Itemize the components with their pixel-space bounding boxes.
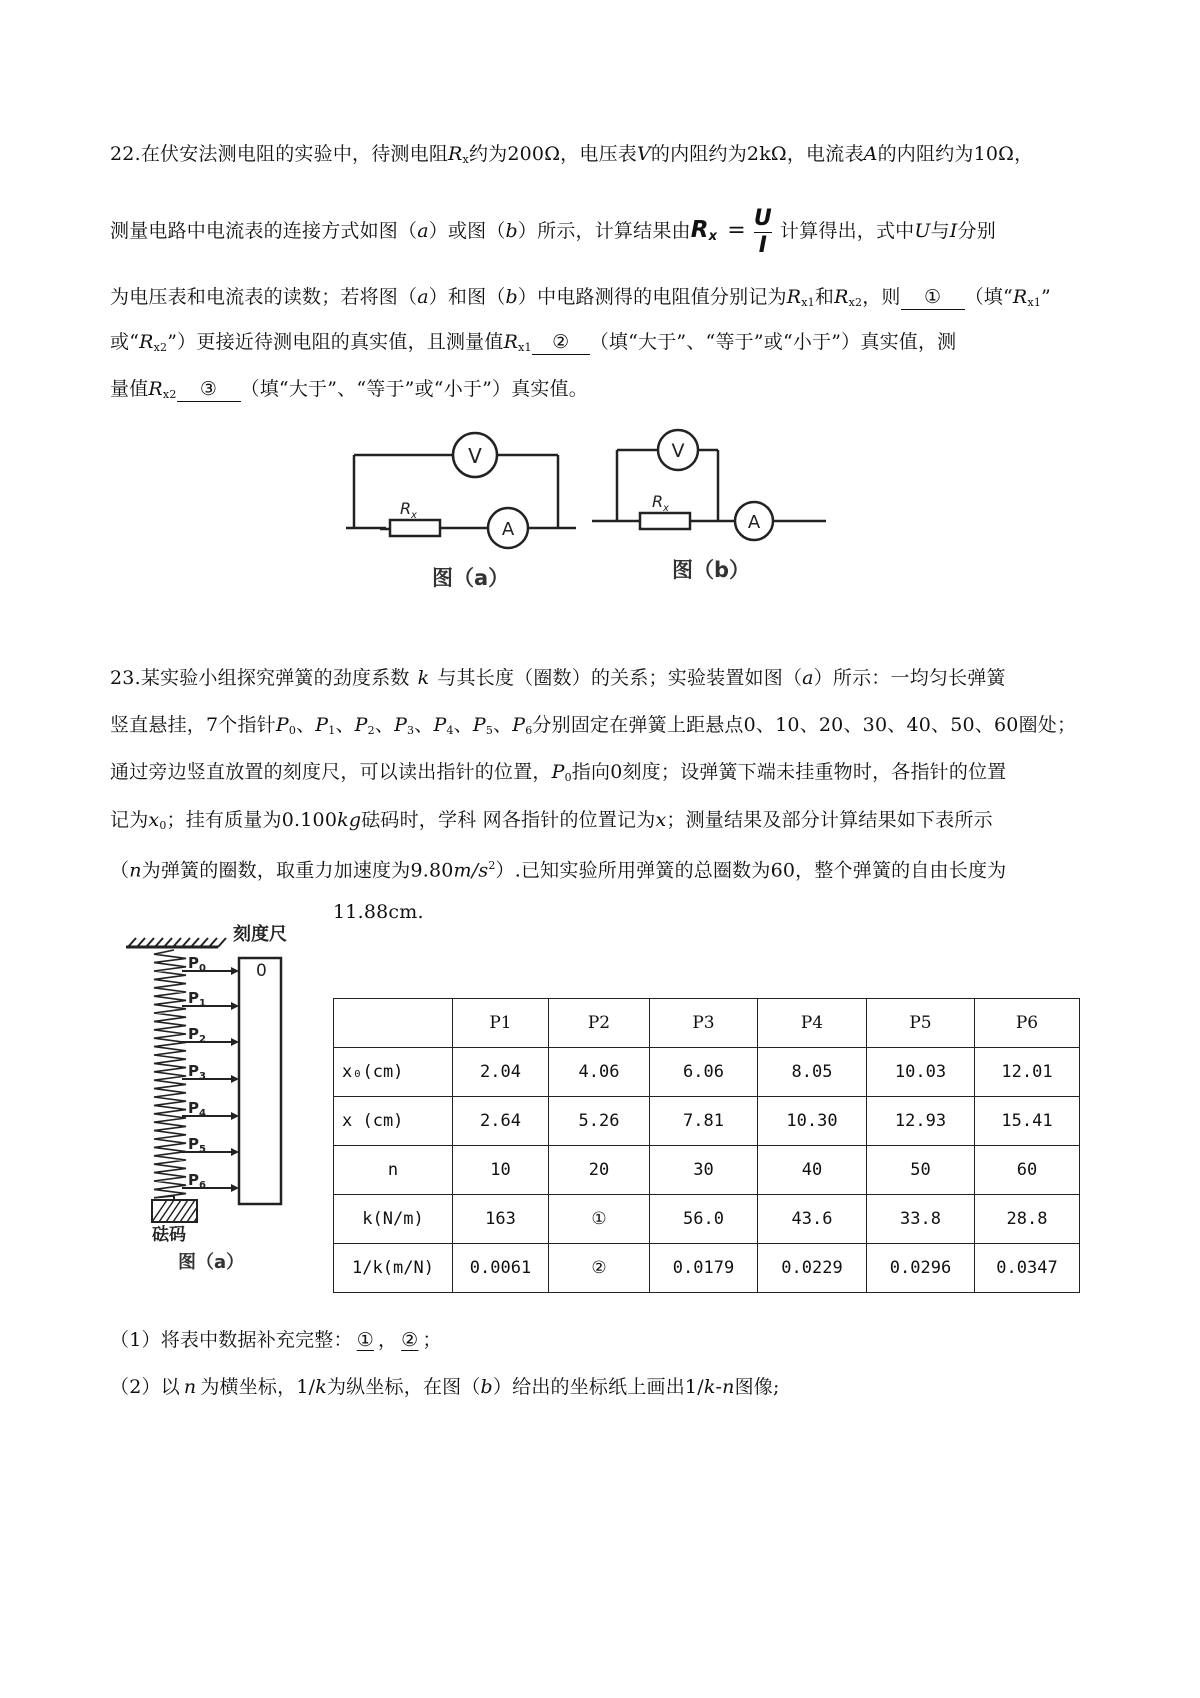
table-cell: ②	[549, 1244, 650, 1293]
q22-text: 和	[814, 286, 835, 308]
q23-text: ）所示：一均匀长弹簧	[813, 667, 1006, 689]
rx-symbol: R	[448, 143, 463, 165]
data-table	[333, 998, 1080, 1293]
pointer-label: P	[188, 1062, 199, 1080]
table-row	[334, 1195, 1080, 1244]
n-symbol: n	[722, 1376, 735, 1398]
table-cell: 6.06	[650, 1048, 758, 1097]
q22-line-1	[110, 140, 1100, 174]
table-cell: 30	[650, 1146, 758, 1195]
q23-text: ；挂有质量为0.100	[166, 809, 338, 831]
q23-sub-2	[110, 1373, 1100, 1401]
voltmeter-symbol: V	[636, 143, 651, 165]
pointer-subscript: 1	[199, 998, 206, 1009]
q22-text: （填“大于”、“等于”或“小于”）真实值，测	[589, 331, 957, 353]
table-cell: 0.0229	[758, 1244, 867, 1293]
spring-apparatus-figure	[118, 916, 308, 1246]
resistor-a-subscript: x	[411, 510, 417, 521]
k-symbol: k	[417, 667, 430, 689]
q23-text: 砝码时，学科 网各指针的位置记为	[361, 809, 656, 831]
q22-text: 的内阻约为2kΩ，电流表	[650, 143, 864, 165]
q23-text: 为横坐标，1/	[200, 1376, 316, 1398]
rx1-symbol: R	[503, 331, 519, 353]
table-cell: 33.8	[867, 1195, 975, 1244]
separator: ，	[377, 1329, 398, 1351]
separator: 、	[453, 714, 473, 736]
unit-superscript: 2	[488, 859, 496, 872]
row-label-cell: n	[334, 1146, 453, 1195]
q22-text: 或“	[110, 331, 140, 353]
pointer-label: P	[188, 1025, 199, 1043]
q23-text: 记为	[110, 809, 149, 831]
table-cell: 20	[549, 1146, 650, 1195]
pointer-symbol: P	[275, 714, 289, 736]
pointer-p2	[182, 1025, 239, 1046]
fig-a-ref: a	[802, 667, 814, 689]
table-cell: 7.81	[650, 1097, 758, 1146]
pointer-subscript: 4	[199, 1108, 206, 1119]
spring	[154, 950, 186, 1198]
unit-kg: kg	[337, 809, 362, 831]
table-cell: 50	[867, 1146, 975, 1195]
q23-line-4	[110, 806, 1100, 840]
x-symbol: x	[655, 809, 667, 831]
q23-text: 为弹簧的圈数，取重力加速度为9.80	[141, 859, 454, 882]
ammeter-a-label: A	[501, 519, 515, 540]
pointer-p4	[182, 1099, 239, 1120]
separator: ；	[422, 1329, 442, 1351]
resistor-b-label: R	[652, 492, 664, 511]
q23-text: （	[110, 859, 130, 882]
table-cell: 163	[453, 1195, 549, 1244]
k-symbol: k	[703, 1376, 716, 1398]
q23-text: ）给出的坐标纸上画出1/	[492, 1376, 704, 1398]
q22-text: （填“	[964, 286, 1013, 308]
table-cell: 0.0296	[867, 1244, 975, 1293]
rx-subscript: x	[462, 153, 469, 166]
q22-text: 计算得出，式中	[779, 220, 915, 242]
pointer-subscript: 6	[199, 1180, 206, 1191]
pointer-symbol: P	[315, 714, 329, 736]
pointer-symbol: P	[472, 714, 486, 736]
rx1-subscript: x1	[518, 341, 532, 354]
voltmeter-b-label: V	[671, 440, 685, 462]
pointer-subscript: 0	[288, 724, 297, 737]
pointer-p6	[182, 1171, 239, 1192]
formula-denominator: I	[754, 232, 772, 259]
row-label-cell: 1/k(m/N)	[334, 1244, 453, 1293]
pointer-symbol: P	[354, 714, 368, 736]
q23-line-3	[110, 758, 1100, 792]
rx2-subscript: x2	[848, 296, 863, 309]
q22-text: ）中电路测得的电阻值分别记为	[517, 286, 787, 308]
header-cell: P2	[549, 999, 650, 1048]
resistor-a	[390, 520, 440, 536]
q22-text: ）或图（	[428, 220, 506, 242]
q22-text: 与	[930, 220, 950, 242]
q22-line-4	[110, 328, 1100, 362]
table-row	[334, 1146, 1080, 1195]
table-cell: 4.06	[549, 1048, 650, 1097]
circuit-a	[346, 433, 576, 548]
pointer-symbol: P	[512, 714, 526, 736]
header-cell: P3	[650, 999, 758, 1048]
pointer-symbol: P	[394, 714, 408, 736]
table-row	[334, 1048, 1080, 1097]
k-symbol: k	[315, 1376, 327, 1398]
table-cell: 0.0347	[975, 1244, 1080, 1293]
pointer-label: P	[188, 1099, 199, 1117]
pointer-subscript: 5	[485, 724, 494, 737]
rx1-subscript: x1	[1027, 296, 1042, 309]
pointer-subscript: 0	[199, 963, 206, 974]
header-cell: P6	[975, 999, 1080, 1048]
q22-text: 量值	[110, 378, 149, 400]
table-header-row	[334, 999, 1080, 1048]
circuit-b	[592, 430, 826, 540]
resistor-b-subscript: x	[663, 503, 669, 514]
x-subscript: 0	[159, 819, 167, 832]
pointer-p5	[182, 1135, 239, 1156]
pointer-subscript: 1	[328, 724, 336, 737]
q22-line-2	[110, 202, 1100, 265]
pointer-p3	[182, 1062, 239, 1083]
pointer-subscript: 6	[525, 724, 533, 737]
n-symbol: n	[183, 1376, 197, 1398]
pointer-label: P	[188, 1135, 199, 1153]
table-cell: 8.05	[758, 1048, 867, 1097]
weight-label: 砝码	[152, 1225, 186, 1245]
separator: 、	[414, 714, 434, 736]
fig-b-ref: b	[505, 286, 518, 308]
q23-text: ；测量结果及部分计算结果如下表所示	[666, 809, 993, 831]
resistor-a-label: R	[400, 499, 412, 518]
q23-text: 与其长度（圈数）的关系；实验装置如图（	[437, 667, 803, 689]
q22-line-3	[110, 283, 1100, 317]
q23-text: 图像;	[734, 1376, 780, 1398]
rx2-symbol: R	[148, 378, 163, 400]
fig-b-ref: b	[505, 220, 518, 242]
separator: 、	[493, 714, 513, 736]
table-cell: 43.6	[758, 1195, 867, 1244]
table-cell: 2.64	[453, 1097, 549, 1146]
q22-text: ”）更接近待测电阻的真实值，且测量值	[167, 331, 504, 353]
q22-text: 的内阻约为10Ω，	[877, 143, 1034, 165]
i-symbol: I	[949, 220, 958, 242]
table-cell: 60	[975, 1146, 1080, 1195]
row-label-cell: x (cm)	[334, 1097, 453, 1146]
answer-blank-b[interactable]: ②	[401, 1329, 419, 1351]
q23-sub-1	[110, 1326, 1100, 1354]
table-cell: 0.0061	[453, 1244, 549, 1293]
q22-text: ”	[1041, 286, 1051, 308]
q22-text: 分别	[957, 220, 996, 242]
q23-text: （1）将表中数据补充完整：	[110, 1329, 353, 1351]
rx2-symbol: R	[834, 286, 849, 308]
unit-ms2: m/s	[453, 859, 489, 882]
table-row	[334, 1244, 1080, 1293]
figure-a-caption: 图（a）	[178, 1252, 245, 1273]
ruler-zero: 0	[256, 961, 267, 981]
formula-numerator: U	[753, 205, 772, 231]
q23-text: 竖直悬挂，7个指针	[110, 714, 276, 736]
table-cell: 10.30	[758, 1097, 867, 1146]
table-cell: 40	[758, 1146, 867, 1195]
pointer-subscript: 2	[367, 724, 375, 737]
ammeter-b-label: A	[747, 512, 761, 533]
q23-line-6: 11.88cm.	[333, 901, 424, 923]
pointer-subscript: 0	[564, 771, 572, 784]
q22-text: ）所示，计算结果由	[517, 220, 691, 242]
ruler	[239, 958, 281, 1204]
q23-text: 分别固定在弹簧上距悬点0、10、20、30、40、50、60圈处；	[532, 714, 1077, 736]
answer-blank-1[interactable]: ①	[901, 285, 965, 310]
q23-line-5	[110, 852, 1100, 884]
q23-text: 为纵坐标，在图（	[326, 1376, 481, 1398]
table-cell: 2.04	[453, 1048, 549, 1097]
q22-text: ，则	[862, 286, 901, 308]
pointer-subscript: 3	[407, 724, 415, 737]
table-cell: 10.03	[867, 1048, 975, 1097]
q23-line-1	[110, 664, 1100, 692]
table-cell: 12.01	[975, 1048, 1080, 1097]
fig-a-ref: a	[417, 286, 429, 308]
separator: 、	[296, 714, 316, 736]
table-cell: 15.41	[975, 1097, 1080, 1146]
rx2-symbol: R	[139, 331, 154, 353]
q22-text: 为电压表和电流表的读数；若将图（	[110, 286, 418, 308]
q22-text: 测量电路中电流表的连接方式如图（	[110, 220, 418, 242]
q22-text: 22.在伏安法测电阻的实验中，待测电阻	[110, 143, 449, 165]
header-corner-cell	[334, 999, 453, 1048]
separator: 、	[374, 714, 395, 736]
table-cell: 10	[453, 1146, 549, 1195]
rx1-symbol: R	[1012, 286, 1028, 308]
q23-text: 通过旁边竖直放置的刻度尺，可以读出指针的位置，	[110, 761, 552, 783]
circuit-diagrams	[340, 422, 860, 602]
rx2-subscript: x2	[162, 388, 177, 401]
n-symbol: n	[129, 859, 142, 882]
caption-b: 图（b）	[672, 558, 751, 582]
row-label-cell: k(N/m)	[334, 1195, 453, 1244]
formula-r-subscript: x	[708, 229, 718, 244]
pointer-symbol: P	[551, 761, 565, 783]
header-cell: P1	[453, 999, 549, 1048]
ammeter-symbol: A	[863, 143, 878, 165]
pointer-subscript: 5	[199, 1144, 206, 1155]
pointer-p0	[182, 954, 239, 975]
formula-rx	[691, 217, 718, 243]
row-label-cell: x₀(cm)	[334, 1048, 453, 1097]
formula-fraction	[754, 206, 772, 259]
rx1-subscript: x1	[801, 296, 815, 309]
pointer-subscript: 2	[199, 1034, 206, 1045]
formula-equals: =	[727, 218, 746, 243]
voltmeter-a-label: V	[468, 444, 482, 468]
q23-line-2	[110, 711, 1100, 745]
pointer-subscript: 4	[446, 724, 454, 737]
q23-text: 指向0刻度；设弹簧下端未挂重物时，各指针的位置	[571, 761, 1007, 783]
header-cell: P4	[758, 999, 867, 1048]
header-cell: P5	[867, 999, 975, 1048]
x-symbol: x	[148, 809, 160, 831]
table-cell: 28.8	[975, 1195, 1080, 1244]
q23-text: ）.已知实验所用弹簧的总圈数为60，整个弹簧的自由长度为	[495, 859, 1007, 882]
table-cell: ①	[549, 1195, 650, 1244]
table-cell: 5.26	[549, 1097, 650, 1146]
q22-text: ）和图（	[428, 286, 506, 308]
q22-text: （填“大于”、“等于”或“小于”）真实值。	[240, 378, 589, 400]
table-row	[334, 1097, 1080, 1146]
fig-a-ref: a	[417, 220, 429, 242]
table-cell: 12.93	[867, 1097, 975, 1146]
fig-b-ref: b	[480, 1376, 493, 1398]
answer-blank-a[interactable]: ①	[356, 1329, 374, 1351]
formula-r: R	[690, 217, 709, 243]
separator: -	[715, 1376, 723, 1398]
separator: 、	[335, 714, 355, 736]
rx1-symbol: R	[786, 286, 802, 308]
rx2-subscript: x2	[153, 341, 168, 354]
resistor-b	[640, 513, 690, 529]
q23-text: （2）以	[110, 1376, 180, 1398]
table-cell: 0.0179	[650, 1244, 758, 1293]
table-cell: 56.0	[650, 1195, 758, 1244]
q23-text: 23.某实验小组探究弹簧的劲度系数	[110, 667, 410, 689]
pointer-p1	[182, 989, 239, 1010]
q22-text: 约为200Ω，电压表	[468, 143, 637, 165]
caption-a: 图（a）	[432, 566, 510, 590]
ruler-label: 刻度尺	[233, 924, 287, 945]
pointer-label: P	[188, 954, 199, 972]
pointer-subscript: 3	[199, 1071, 206, 1082]
q22-line-5	[110, 375, 1100, 409]
u-symbol: U	[914, 220, 931, 242]
pointer-label: P	[188, 1171, 199, 1189]
answer-blank-2[interactable]: ②	[532, 330, 590, 355]
pointer-label: P	[188, 989, 199, 1007]
answer-blank-3[interactable]: ③	[177, 377, 241, 402]
pointer-symbol: P	[433, 714, 447, 736]
